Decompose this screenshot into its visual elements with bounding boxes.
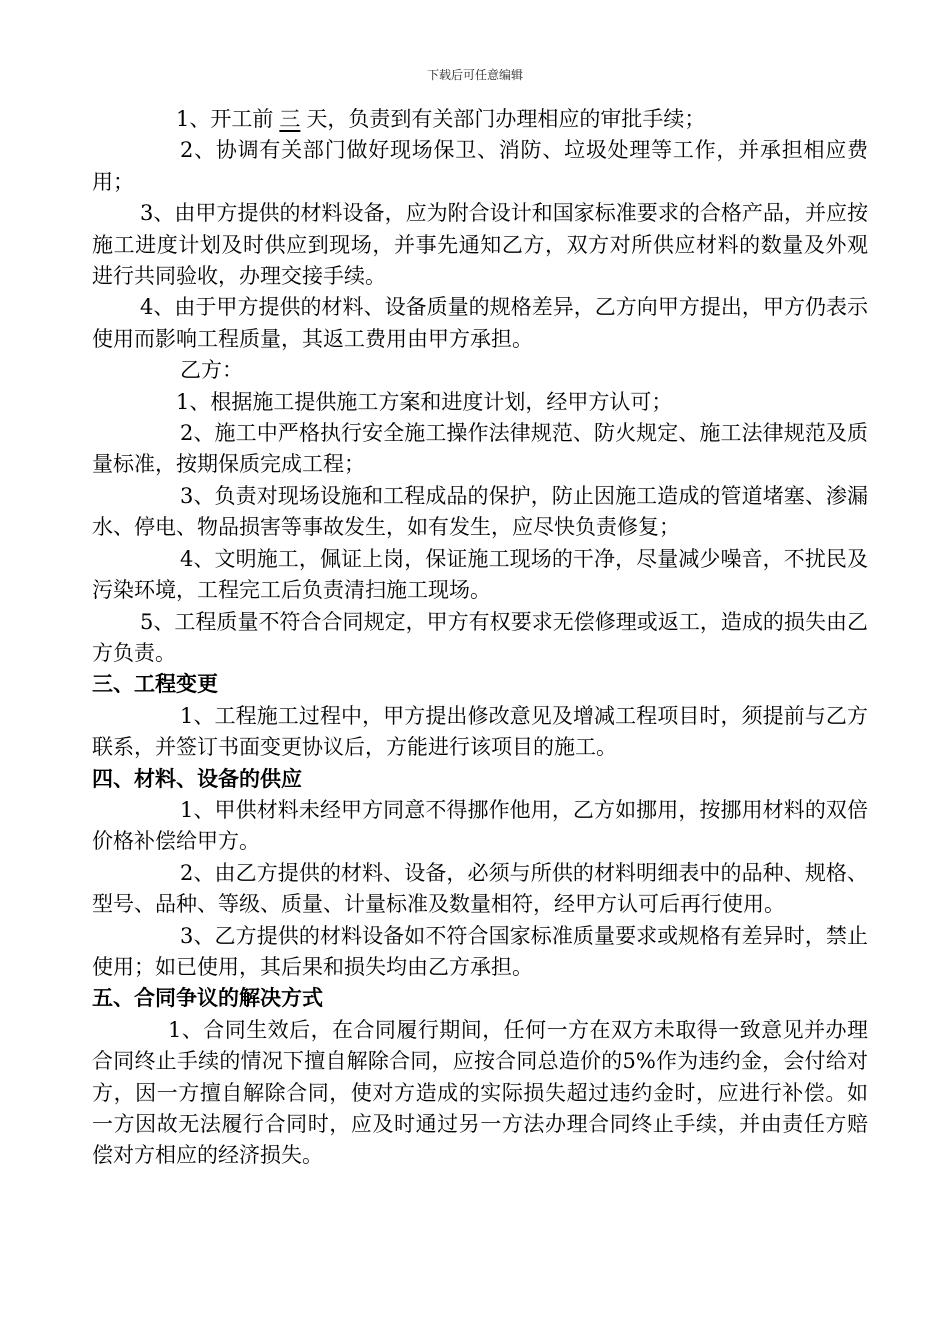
clause-materials-3: 3、乙方提供的材料设备如不符合国家标准质量要求或规格有差异时，禁止使用；如已使用，其后果和损失均由乙方承担。 — [92, 923, 868, 979]
clause-dispute-1: 1、合同生效后，在合同履行期间，任何一方在双方未取得一致意见并办理合同终止手续的情况下擅自解除合同，应按合同总造价的5%作为违约金，会付给对方，因一方擅自解除合同，使对方造成的实际损失超过违约金时，应进行补偿。如一方因故无法履行合同时，应及时通过另一方法办理合同终止手续，并由责任方赔偿对方相应的经济损失。 — [92, 1017, 868, 1168]
party-b-label: 乙方： — [180, 358, 243, 383]
clause-b1-before: 1、开工前 — [176, 107, 274, 131]
section-title-dispute: 五、合同争议的解决方式 — [92, 986, 323, 1011]
clause-y2: 2、施工中严格执行安全施工操作法律规范、防火规定、施工法律规范及质量标准，按期保质完成工程； — [92, 421, 868, 477]
clause-y5: 5、工程质量不符合合同规定，甲方有权要求无偿修理或返工，造成的损失由乙方负责。 — [92, 609, 868, 665]
clause-b2: 2、协调有关部门做好现场保卫、消防、垃圾处理等工作，并承担相应费用； — [92, 138, 868, 194]
clause-b4: 4、由于甲方提供的材料、设备质量的规格差异，乙方向甲方提出，甲方仍表示使用而影响工程质量，其返工费用由甲方承担。 — [92, 295, 868, 351]
clause-b1 — [92, 104, 868, 135]
clause-y1: 1、根据施工提供施工方案和进度计划，经甲方认可； — [176, 389, 673, 414]
header-note: 下载后可任意编辑 — [426, 68, 523, 82]
clause-materials-1: 1、甲供材料未经甲方同意不得挪作他用，乙方如挪用，按挪用材料的双倍价格补偿给甲方。 — [92, 797, 868, 854]
clause-b1-after: 天，负责到有关部门办理相应的审批手续； — [306, 107, 706, 131]
clause-change-1: 1、工程施工过程中，甲方提出修改意见及增减工程项目时，须提前与乙方联系，并签订书面变更协议后，方能进行该项目的施工。 — [92, 703, 868, 760]
clause-materials-2: 2、由乙方提供的材料、设备，必须与所供的材料明细表中的品种、规格、型号、品种、等级、质量、计量标准及数量相符，经甲方认可后再行使用。 — [92, 860, 868, 917]
section-title-materials: 四、材料、设备的供应 — [92, 766, 302, 791]
clause-y3: 3、负责对现场设施和工程成品的保护，防止因施工造成的管道堵塞、渗漏水、停电、物品损害等事故发生，如有发生，应尽快负责修复； — [92, 483, 868, 540]
document-page — [92, 104, 868, 1172]
clause-b3: 3、由甲方提供的材料设备，应为附合设计和国家标准要求的合格产品，并应按施工进度计划及时供应到现场，并事先通知乙方，双方对所供应材料的数量及外观进行共同验收，办理交接手续。 — [92, 201, 868, 289]
clause-b1-days: 三 — [279, 107, 301, 131]
clause-y4: 4、文明施工，佩证上岗，保证施工现场的干净，尽量减少噪音，不扰民及污染环境，工程完工后负责清扫施工现场。 — [92, 546, 868, 603]
section-title-change: 三、工程变更 — [92, 672, 218, 697]
